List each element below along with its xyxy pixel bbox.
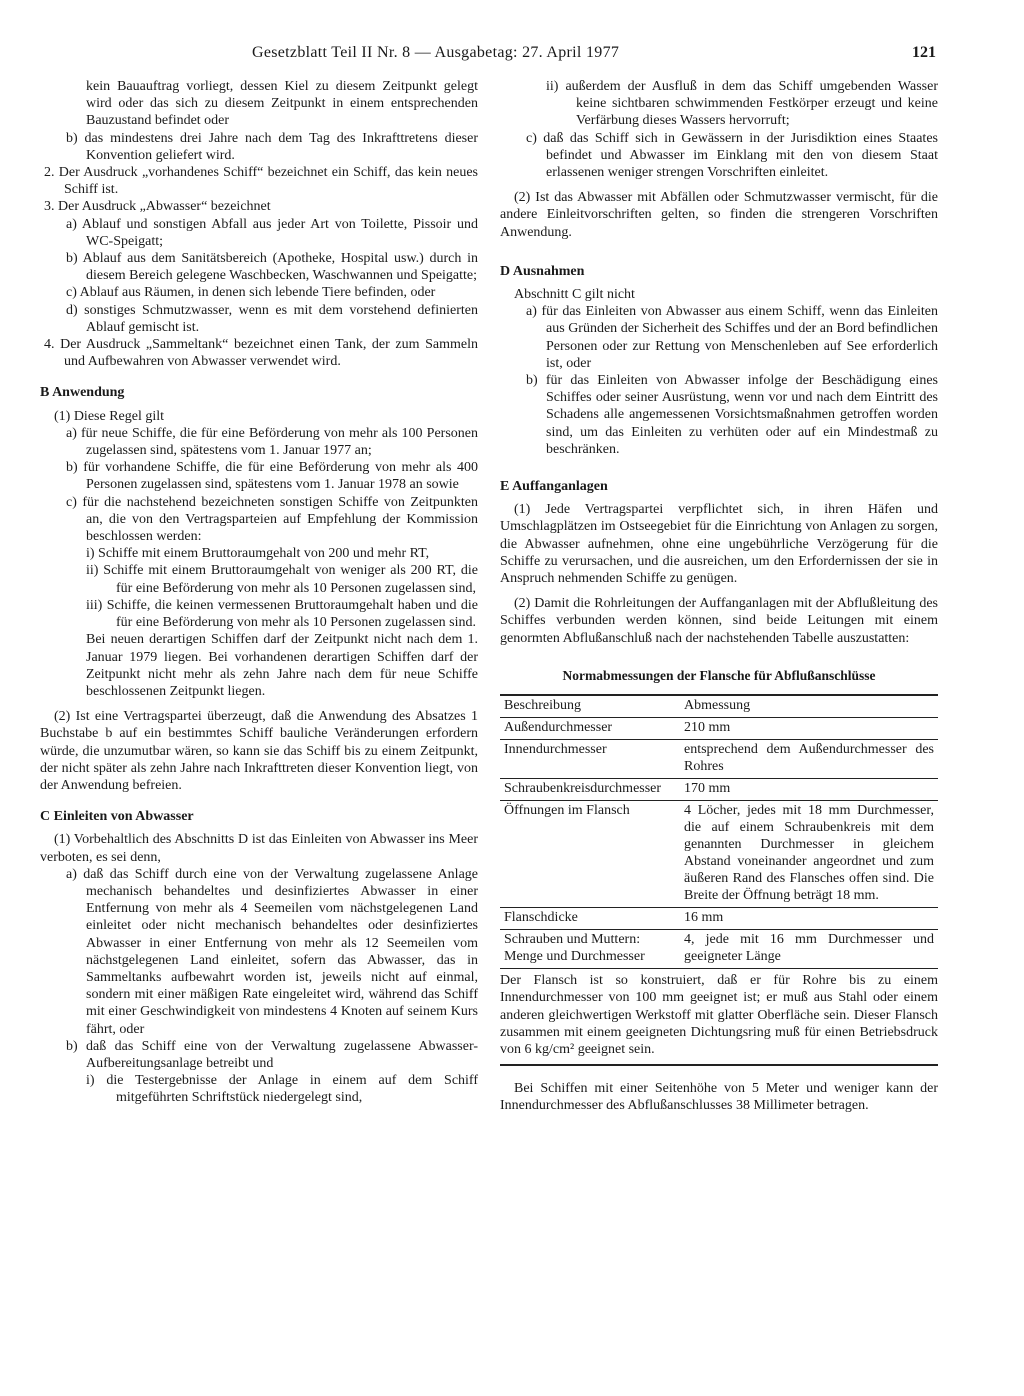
table-row (500, 695, 938, 718)
table-cell-label: Innendurchmesser (500, 740, 680, 779)
table-row (500, 908, 938, 930)
section-b-sub-iii: iii) Schiffe, die keinen vermessenen Bruttoraumgehalt haben und die für eine Beförderung von mehr als 10 Personen zugelassen sind. (86, 597, 478, 631)
section-c-sub-i: i) die Testergebnisse der Anlage in einem auf dem Schiff mitgeführten Schriftstück niedergelegt sind, (86, 1073, 478, 1106)
table-cell-label: Beschreibung (500, 695, 680, 718)
section-c-sub-ii: ii) außerdem der Ausfluß in dem das Schiff umgebenden Wasser keine sichtbaren schwimmenden Festkörper erzeugt und keine Verfärbung dieses Wassers hervorruft; (546, 79, 938, 129)
flange-table (500, 694, 938, 969)
table-cell-label: Schrauben und Muttern: Menge und Durchmesser (500, 930, 680, 969)
table-row (500, 930, 938, 969)
section-b-item-b: b) für vorhandene Schiffe, die für eine Beförderung von mehr als 400 Personen zugelassen sind, spätestens vom 1. Januar 1978 an sowie (66, 460, 478, 493)
section-c-item-c: c) daß das Schiff sich in Gewässern in der Jurisdiktion eines Staates befindet und Abwasser im Einklang mit den von diesem Staat erlassenen weniger strengen Vorschriften einleitet. (526, 130, 938, 181)
table-cell-label: Öffnungen im Flansch (500, 801, 680, 908)
table-caption: Normabmessungen der Flansche für Abflußanschlüsse (562, 667, 876, 683)
table-cell-value: entsprechend dem Außendurchmesser des Rohres (680, 740, 938, 779)
section-d-intro: Abschnitt C gilt nicht (514, 287, 635, 303)
table-note: Der Flansch ist so konstruiert, daß er für Rohre bis zu einem Innendurchmesser von 100 mm geeignet ist; er muß aus Stahl oder einem anderen gleichwertigen Werkstoff mit glatter Oberfläche sein. Dieser Flansch zusammen mit einem geeigneten Dichtungsring muß für einen Betriebsdruck von 6 kg/cm² geeignet sein. (500, 969, 938, 1066)
table-cell-value: 4, jede mit 16 mm Durchmesser und geeigneter Länge (680, 930, 938, 969)
table-cell-label: Außendurchmesser (500, 718, 680, 740)
section-b-para-1: (1) Diese Regel gilt (54, 408, 165, 424)
table-cell-value: 210 mm (680, 718, 938, 740)
item-b: b) das mindestens drei Jahre nach dem Tag des Inkrafttretens dieser Konvention geliefert wird. (66, 130, 478, 163)
definition-3: 3. Der Ausdruck „Abwasser“ bezeichnet (44, 199, 271, 215)
section-e-para-2: (2) Damit die Rohrleitungen der Auffanganlagen mit der Abflußleitung des Schiffes verbunden werden können, sind beide Leitungen mit einem genormten Abflußanschluß nach der nachstehenden Tabelle auszustatten: (500, 596, 938, 646)
definition-3-item-b: b) Ablauf aus dem Sanitätsbereich (Apotheke, Hospital usw.) durch in diesem Bereich gelegene Waschbecken, Waschwannen und Speigatte; (66, 251, 478, 284)
table-cell-label: Schraubenkreisdurchmesser (500, 779, 680, 801)
left-column (40, 78, 478, 1107)
table-row (500, 801, 938, 908)
section-b-sub-ii: ii) Schiffe mit einem Bruttoraumgehalt von weniger als 200 RT, die für eine Beförderung von mehr als 10 Personen zugelassen sind, (86, 563, 478, 596)
right-column (500, 78, 938, 1115)
section-e-heading: E Auffanganlagen (500, 479, 608, 495)
section-c-item-a: a) daß das Schiff durch eine von der Verwaltung zugelassene Anlage mechanisch behandeltes und desinfiziertes Abwasser in einer Entfernung von mehr als 4 Seemeilen vom nächstgelegenen Land einleitet oder nicht mechanisch behandeltes oder desinfiziertes Abwasser in einer Entfernung von mehr als 12 Seemeilen vom nächstgelegenen Land einleitet, sofern das Abwasser, das in Sammeltanks aufbewahrt worden ist, jeweils nicht auf einmal, sondern mit einer mäßigen Rate eingeleitet wird, während das Schiff mit einer Geschwindigkeit von mindestens 4 Knoten auf seinem Kurs fährt, oder (66, 866, 478, 1037)
table-cell-value: 4 Löcher, jedes mit 18 mm Durchmesser, die auf einem Schraubenkreis mit dem genannten Durchmesser in gleichem Abstand voneinander angeordnet und zum äußeren Rand des Flansches offen sind. Die Breite der Öffnung beträgt 18 mm. (680, 801, 938, 908)
definition-4: 4. Der Ausdruck „Sammeltank“ bezeichnet einen Tank, der zum Sammeln und Aufbewahren von Abwasser verwendet wird. (44, 337, 478, 370)
section-d-heading: D Ausnahmen (500, 263, 585, 279)
section-b-item-a: a) für neue Schiffe, die für eine Beförderung von mehr als 100 Personen zugelassen sind, spätestens vom 1. Januar 1977 an; (66, 425, 478, 459)
table-row (500, 779, 938, 801)
section-c-heading: C Einleiten von Abwasser (40, 809, 194, 825)
definition-3-item-c: c) Ablauf aus Räumen, in denen sich lebende Tiere befinden, oder (66, 285, 436, 301)
closing-paragraph: Bei Schiffen mit einer Seitenhöhe von 5 Meter und weniger kann der Innendurchmesser des Abflußanschlusses 38 Millimeter betragen. (500, 1081, 938, 1114)
section-b-sub-i: i) Schiffe mit einem Bruttoraumgehalt von 200 und mehr RT, (86, 546, 430, 562)
section-c-para-2: (2) Ist das Abwasser mit Abfällen oder Schmutzwasser vermischt, für die andere Einleitvorschriften gelten, so finden die strengeren Vorschriften Anwendung. (500, 190, 938, 240)
section-e-para-1: (1) Jede Vertragspartei verpflichtet sich, in ihren Häfen und Umschlagplätzen im Ostseegebiet für die Einrichtung von Anlagen zu sorgen, die Abwasser aufnehmen, ohne eine ungebührliche Verzögerung für die Schiffe zu verursachen, und die ausreichen, um den Erfordernissen der sie in Anspruch nehmenden Schiffe zu genügen. (500, 502, 938, 587)
page-number: 121 (912, 44, 936, 61)
table-cell-value: 16 mm (680, 908, 938, 930)
section-c-item-b: b) daß das Schiff eine von der Verwaltung zugelassene Abwasser-Aufbereitungsanlage betreibt und (66, 1038, 478, 1071)
header-title: Gesetzblatt Teil II Nr. 8 — Ausgabetag: 27. April 1977 (252, 44, 620, 61)
definition-3-item-d: d) sonstiges Schmutzwasser, wenn es mit dem vorstehend definierten Ablauf gemischt ist. (66, 302, 478, 335)
section-b-heading: B Anwendung (40, 385, 125, 401)
table-cell-label: Flanschdicke (500, 908, 680, 930)
definition-3-item-a: a) Ablauf und sonstigen Abfall aus jeder Art von Toilette, Pissoir und WC-Speigatt; (66, 216, 478, 249)
section-d-item-a: a) für das Einleiten von Abwasser aus einem Schiff, wenn das Einleiten aus Gründen der Sicherheit des Schiffes und der an Bord befindlichen Personen oder zur Rettung von Menschenleben auf See erforderlich ist, oder (526, 304, 938, 371)
definition-2: 2. Der Ausdruck „vorhandenes Schiff“ bezeichnet ein Schiff, das kein neues Schiff ist. (44, 165, 478, 198)
table-cell-value: 170 mm (680, 779, 938, 801)
section-d-item-b: b) für das Einleiten von Abwasser infolge der Beschädigung eines Schiffes oder seiner Ausrüstung, wenn vor und nach dem Eintritt des Schadens alle angemessenen Vorsichtsmaßnahmen getroffen worden sind, um das Einleiten zu verhüten oder auf ein Mindestmaß zu beschränken. (526, 373, 938, 457)
section-b-para-2: (2) Ist eine Vertragspartei überzeugt, daß die Anwendung des Absatzes 1 Buchstabe b auf ein bestimmtes Schiff bauliche Veränderungen erfordern würde, die unzumutbar wären, so kann sie das Schiff bis zu einem Zeitpunkt, der nicht später als zehn Jahre nach Inkrafttreten dieser Konvention liegt, von der Anwendung befreien. (40, 709, 478, 793)
section-b-item-c: c) für die nachstehend bezeichneten sonstigen Schiffe von Zeitpunkten an, die von den Vertragsparteien auf Empfehlung der Kommission beschlossen werden: (66, 494, 478, 545)
section-b-note: Bei neuen derartigen Schiffen darf der Zeitpunkt nicht nach dem 1. Januar 1979 liegen. Bei vorhandenen derartigen Schiffen darf der Zeitpunkt nicht mehr als zehn Jahre nach dem für neue Schiffe beschlossenen Zeitpunkt liegen. (86, 632, 478, 699)
running-header (252, 44, 940, 72)
section-c-para-1: (1) Vorbehaltlich des Abschnitts D ist das Einleiten von Abwasser ins Meer verboten, es sei denn, (40, 832, 478, 865)
continued-text: kein Bauauftrag vorliegt, dessen Kiel zu diesem Zeitpunkt gelegt wird oder das sich zu diesem Zeitpunkt in einem entsprechenden Bauzustand befindet oder (86, 79, 478, 129)
table-cell-value: Abmessung (680, 695, 938, 718)
table-row (500, 718, 938, 740)
table-row (500, 740, 938, 779)
